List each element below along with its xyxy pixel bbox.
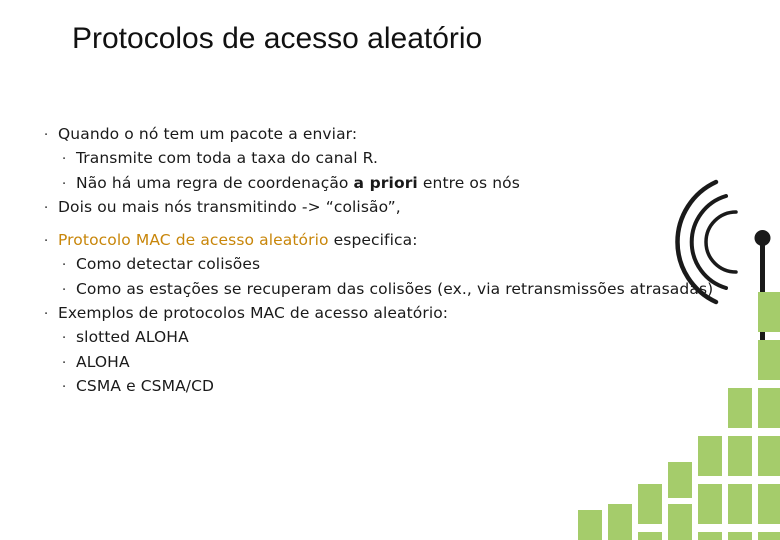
bullet-icon: · (62, 331, 67, 347)
bullet-text: especifica: (328, 231, 418, 250)
bullet-icon: · (44, 307, 49, 323)
slide-content (44, 122, 713, 398)
antenna-icon (755, 230, 771, 370)
sub-bullet-item (44, 374, 713, 398)
bullet-item (44, 301, 713, 325)
bullet-icon: · (62, 152, 67, 168)
sub-bullet-item (44, 146, 713, 170)
bullet-icon: · (62, 282, 67, 298)
sub-bullet-item (44, 277, 713, 301)
bullet-item (44, 228, 713, 252)
bullet-item (44, 122, 713, 146)
bullet-text: CSMA e CSMA/CD (76, 376, 215, 395)
bullet-text: ALOHA (76, 352, 130, 371)
bullet-text: Dois ou mais nós transmitindo -> “colisão”, (58, 197, 401, 216)
bullet-text: Não há uma regra de coordenação (76, 173, 354, 192)
bullet-icon: · (62, 176, 67, 192)
highlighted-text: Protocolo MAC de acesso aleatório (58, 231, 329, 250)
slide-title: Protocolos de acesso aleatório (72, 22, 483, 55)
bullet-text: entre os nós (417, 173, 520, 192)
bullet-icon: · (62, 258, 67, 274)
bullet-text: Como detectar colisões (76, 255, 261, 274)
sub-bullet-item (44, 325, 713, 349)
sub-bullet-item (44, 350, 713, 374)
bullet-icon: · (44, 128, 49, 143)
sub-bullet-item (44, 252, 713, 276)
bullet-text: Como as estações se recuperam das colisões (ex., via retransmissões atrasadas) (76, 279, 714, 298)
bullet-text: Quando o nó tem um pacote a enviar: (58, 125, 358, 143)
emphasis-text: a priori (353, 173, 418, 192)
bullet-icon: · (44, 200, 49, 216)
sub-bullet-item (44, 171, 713, 195)
bullet-text: Exemplos de protocolos MAC de acesso aleatório: (58, 304, 449, 323)
bullet-text: slotted ALOHA (76, 328, 189, 347)
bullet-text: Transmite com toda a taxa do canal R. (76, 149, 379, 168)
bullet-item (44, 195, 713, 219)
bullet-icon: · (62, 379, 67, 395)
bullet-icon: · (62, 355, 67, 371)
bullet-icon: · (44, 234, 49, 250)
